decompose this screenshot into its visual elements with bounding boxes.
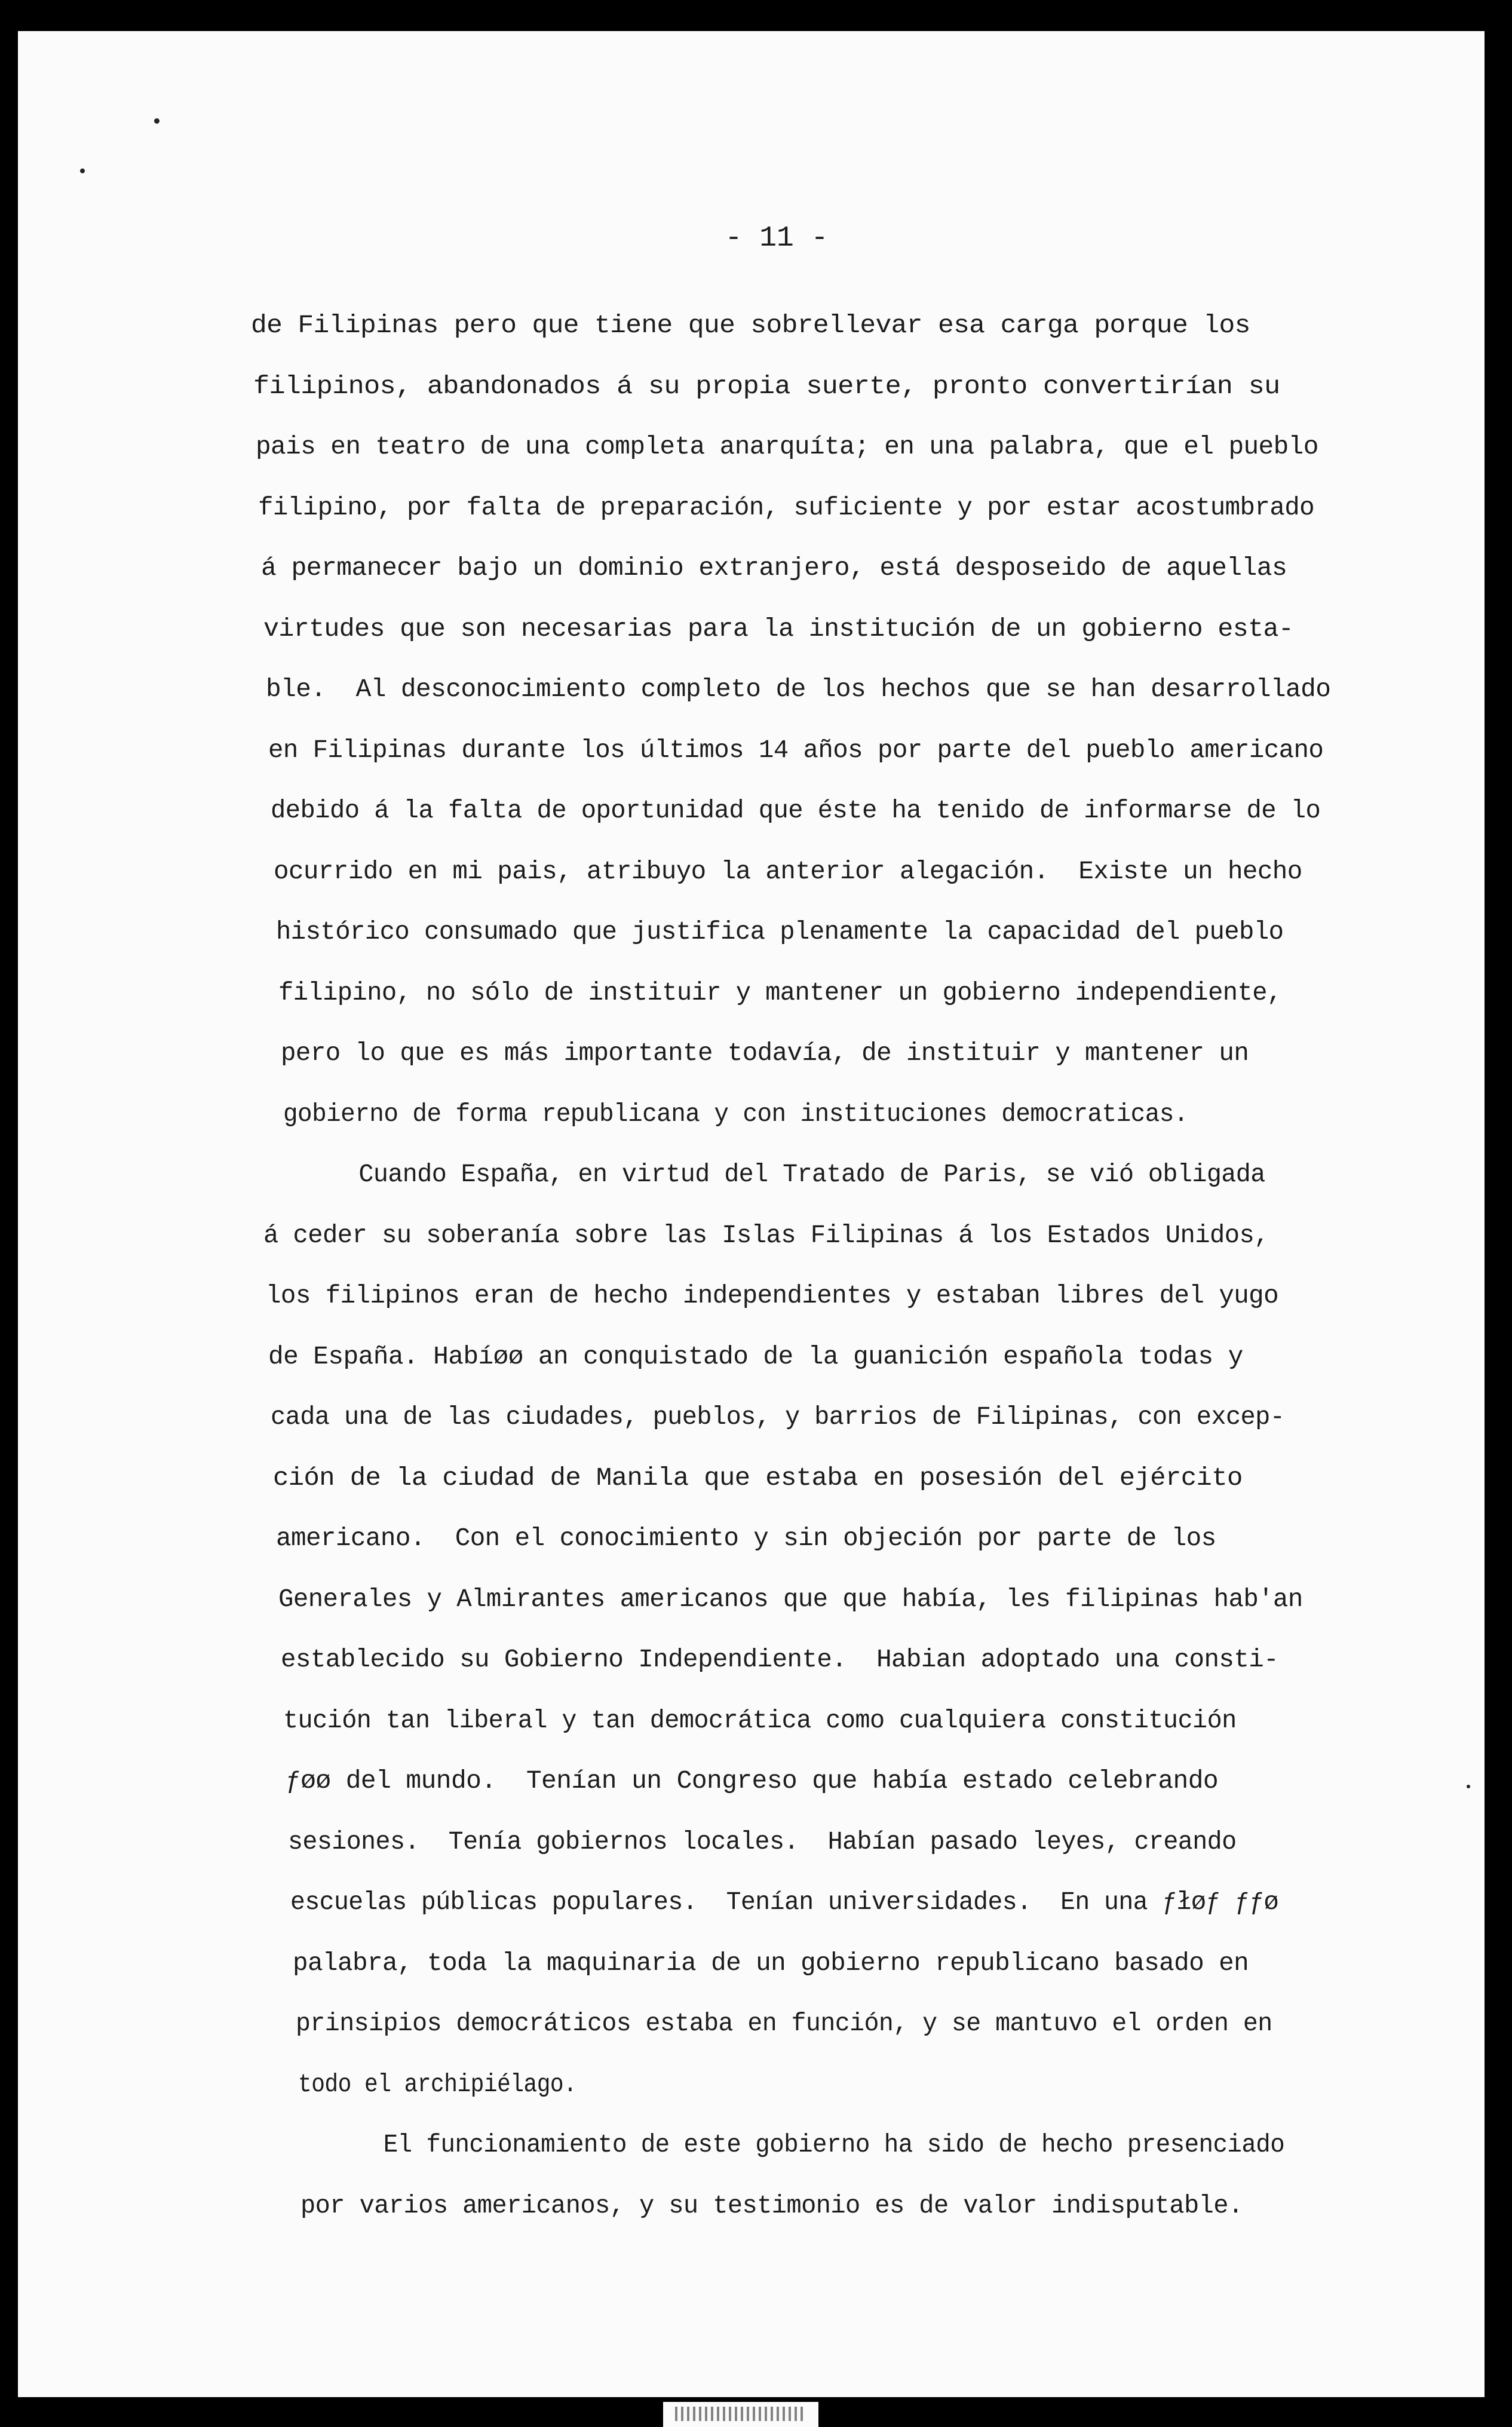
text-line: ƒøø del mundo. Tenían un Congreso que había estado celebrando — [286, 1766, 1219, 1795]
scan-edge-marks — [675, 2407, 806, 2421]
text-line: filipino, no sólo de instituir y mantener un gobierno independiente, — [278, 977, 1282, 1007]
scan-speck — [80, 168, 85, 173]
text-line: americano. Con el conocimiento y sin objeción por parte de los — [276, 1524, 1216, 1553]
text-line: virtudes que son necesarias para la institución de un gobierno esta- — [263, 614, 1294, 643]
text-line: sesiones. Tenía gobiernos locales. Habían pasado leyes, creando — [288, 1827, 1237, 1856]
text-line: Cuando España, en virtud del Tratado de Paris, se vió obligada — [286, 1160, 1265, 1189]
text-line: á ceder su soberanía sobre las Islas Filipinas á los Estados Unidos, — [263, 1220, 1269, 1250]
text-line: ción de la ciudad de Manila que estaba en posesión del ejército — [273, 1463, 1243, 1493]
text-line: histórico consumado que justifica plenamente la capacidad del pueblo — [276, 917, 1284, 946]
document-page — [18, 31, 1485, 2397]
text-line: filipino, por falta de preparación, suficiente y por estar acostumbrado — [258, 492, 1315, 522]
text-line: debido á la falta de oportunidad que éste ha tenido de informarse de lo — [271, 796, 1321, 825]
text-line: en Filipinas durante los últimos 14 años por parte del pueblo americano — [268, 735, 1324, 765]
text-line: tución tan liberal y tan democrática como cualquiera constitución — [283, 1705, 1237, 1735]
text-line: Generales y Almirantes americanos que que había, les filipinas hab'an — [278, 1584, 1303, 1614]
text-line: El funcionamiento de este gobierno ha sido de hecho presenciado — [312, 2130, 1285, 2159]
text-line: de España. Habíøø an conquistado de la guanición española todas y — [268, 1341, 1243, 1371]
text-line: á permanecer bajo un dominio extranjero, está desposeido de aquellas — [261, 553, 1287, 583]
text-line: ocurrido en mi pais, atribuyo la anterior alegación. Existe un hecho — [274, 856, 1302, 886]
text-line: de Filipinas pero que tiene que sobrellevar esa carga porque los — [251, 311, 1250, 340]
text-line: pais en teatro de una completa anarquíta; en una palabra, que el pueblo — [256, 432, 1318, 461]
text-line: ble. Al desconocimiento completo de los hechos que se han desarrollado — [266, 675, 1331, 704]
scan-speck — [1467, 1785, 1470, 1788]
text-line: prinsipios democráticos estaba en función, y se mantuvo el orden en — [296, 2009, 1272, 2038]
text-line: escuelas públicas populares. Tenían universidades. En una ƒłøƒ ƒƒø — [290, 1887, 1278, 1917]
text-line: pero lo que es más importante todavía, de instituir y mantener un — [281, 1038, 1249, 1068]
scan-speck — [154, 118, 160, 124]
page-number: - 11 - — [725, 222, 829, 255]
scan-edge-tab — [663, 2402, 818, 2427]
text-line: todo el archipiélago. — [298, 2069, 577, 2099]
text-line: palabra, toda la maquinaria de un gobierno republicano basado en — [293, 1948, 1249, 1978]
text-line: establecido su Gobierno Independiente. Habian adoptado una consti- — [281, 1645, 1279, 1674]
text-line: los filipinos eran de hecho independientes y estaban libres del yugo — [266, 1281, 1279, 1310]
text-line: filipinos, abandonados á su propia suerte, pronto convertirían su — [253, 371, 1280, 401]
text-line: gobierno de forma republicana y con instituciones democraticas. — [283, 1099, 1188, 1129]
text-line: cada una de las ciudades, pueblos, y barrios de Filipinas, con excep- — [271, 1402, 1285, 1432]
text-line: por varios americanos, y su testimonio es de valor indisputable. — [300, 2190, 1243, 2220]
